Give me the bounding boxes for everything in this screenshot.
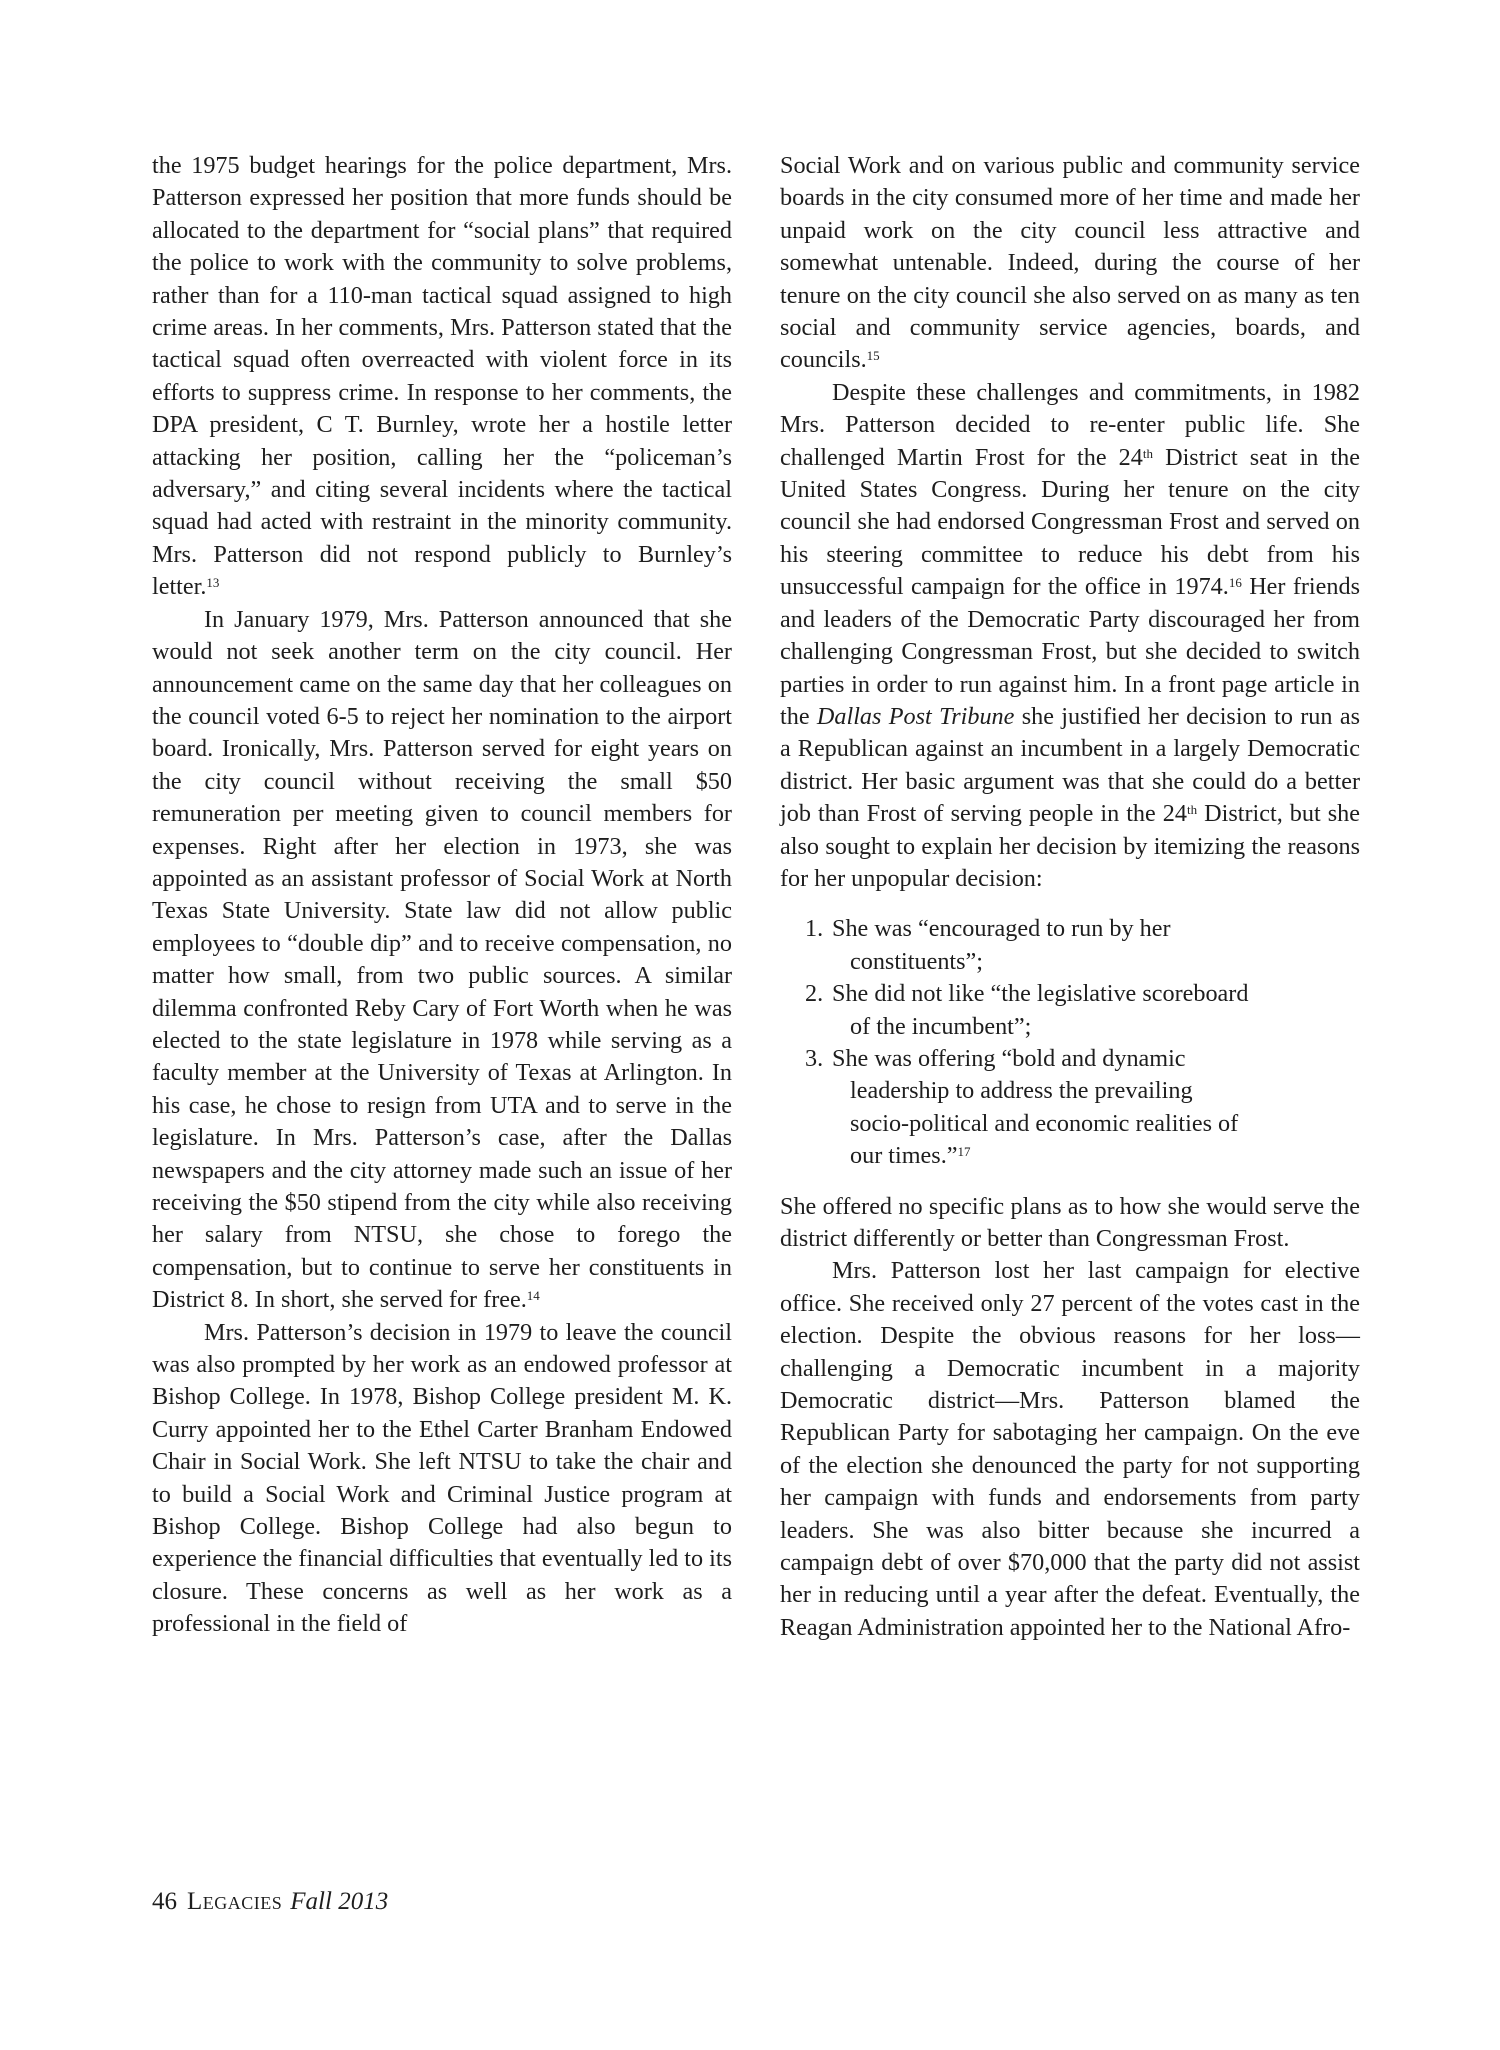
list-item: 2. She did not like “the legislative scoreboard of the incumbent”; [805,980,1249,1040]
paragraph: Mrs. Patterson lost her last campaign for elective office. She received only 27 percent of the votes cast in the election. Despite the obvious reasons for her loss—challenging a Democratic incumbent in a majority Democratic district—Mrs. Patterson blamed the Republican Party for sabotaging her campaign. On the eve of the election she denounced the party for not supporting her campaign with funds and endorsements from party leaders. She was also bitter because she incurred a campaign debt of over $70,000 that the party did not assist her in reducing until a year after the defeat. Eventually, the Reagan Administration appointed her to the National Afro- [780,1257,1360,1641]
footnote-ref[interactable]: 16 [1228,575,1242,591]
paragraph: Social Work and on various public and community service boards in the city consumed more of her time and made her unpaid work on the city council less attractive and somewhat untenable. Indeed, during the course of her tenure on the city council she also served on as many as ten social and community service agencies, boards, and councils.$^{15}$ [780,152,1360,374]
ordinal-suffix: th [1187,801,1198,817]
page-number: 46 [152,1888,177,1915]
footnote-ref[interactable]: 13 [206,575,220,591]
left-column [152,150,732,1641]
footnote-ref[interactable]: 17 [957,1144,971,1160]
paragraph: She offered no specific plans as to how she would serve the district differently or better than Congressman Frost. [780,1192,1360,1252]
journal-name: Legacies [187,1888,283,1915]
list-item: 1. She was “encouraged to run by her constituents”; [805,915,1171,975]
footnote-ref[interactable]: 14 [526,1288,540,1304]
paragraph: the 1975 budget hearings for the police department, Mrs. Patterson expressed her position that more funds should be allocated to the department for “social plans” that required the police to work with the community to solve problems, rather than for a 110-man tactical squad assigned to high crime areas. In her comments, Mrs. Patterson stated that the tactical squad often overreacted with violent force in its efforts to suppress crime. In response to her comments, the DPA president, C T. Burnley, wrote her a hostile letter attacking her position, calling her the “policeman’s adversary,” and citing several incidents where the tactical squad had acted with restraint in the minority community. Mrs. Patterson did not respond publicly to Burnley’s letter.$^{13}$ [152,152,732,601]
footnote-ref[interactable]: 15 [866,348,880,364]
list-item: 3. She was offering “bold and dynamic leadership to address the prevailing socio-political and economic realities of our times.”$^{17}$ [805,1044,1239,1170]
ordinal-suffix: th [1142,445,1153,461]
publication-title: Dallas Post Tribune [816,702,1015,730]
paragraph: Despite these challenges and commitments, in 1982 Mrs. Patterson decided to re-enter public life. She challenged Martin Frost for the 24th District seat in the United States Congress. During her tenure on the city council she had endorsed Congressman Frost and served on his steering committee to reduce his debt from his unsuccessful campaign for the office in 1974.16 Her friends and leaders of the Democratic Party discouraged her from challenging Congressman Frost, but she decided to switch parties in order to run against him. In a front page article in the Dallas Post Tribune she justified her decision to run as a Republican against an incumbent in a largely Democratic district. Her basic argument was that she could do a better job than Frost of serving people in the 24th District, but she also sought to explain her decision by itemizing the reasons for her unpopular decision: [780,378,1360,892]
right-column [780,150,1360,1644]
paragraph: Mrs. Patterson’s decision in 1979 to leave the council was also prompted by her work as an endowed professor at Bishop College. In 1978, Bishop College president M. K. Curry appointed her to the Ethel Carter Branham Endowed Chair in Social Work. She left NTSU to take the chair and to build a Social Work and Criminal Justice program at Bishop College. Bishop College had also begun to experience the financial difficulties that eventually led to its closure. These concerns as well as her work as a professional in the field of [152,1318,732,1638]
page-footer [152,1888,388,1916]
reasons-list [780,913,1360,1172]
paragraph: In January 1979, Mrs. Patterson announced that she would not seek another term on the city council. Her announcement came on the same day that her colleagues on the council voted 6-5 to reject her nomination to the airport board. Ironically, Mrs. Patterson served for eight years on the city council without receiving the small $50 remuneration per meeting given to council members for expenses. Right after her election in 1973, she was appointed as an assistant professor of Social Work at North Texas State University. State law did not allow public employees to “double dip” and to receive compensation, no matter how small, from two public sources. A similar dilemma confronted Reby Cary of Fort Worth when he was elected to the state legislature in 1978 while serving as a faculty member at the University of Texas at Arlington. In his case, he chose to resign from UTA and to serve in the legislature. In Mrs. Patterson’s case, after the Dallas newspapers and the city attorney made such an issue of her receiving the $50 stipend from the city while also receiving her salary from NTSU, she chose to forego the compensation, but to continue to serve her constituents in District 8. In short, she served for free.$^{14}$ [152,605,732,1314]
issue-label: Fall 2013 [290,1888,389,1915]
